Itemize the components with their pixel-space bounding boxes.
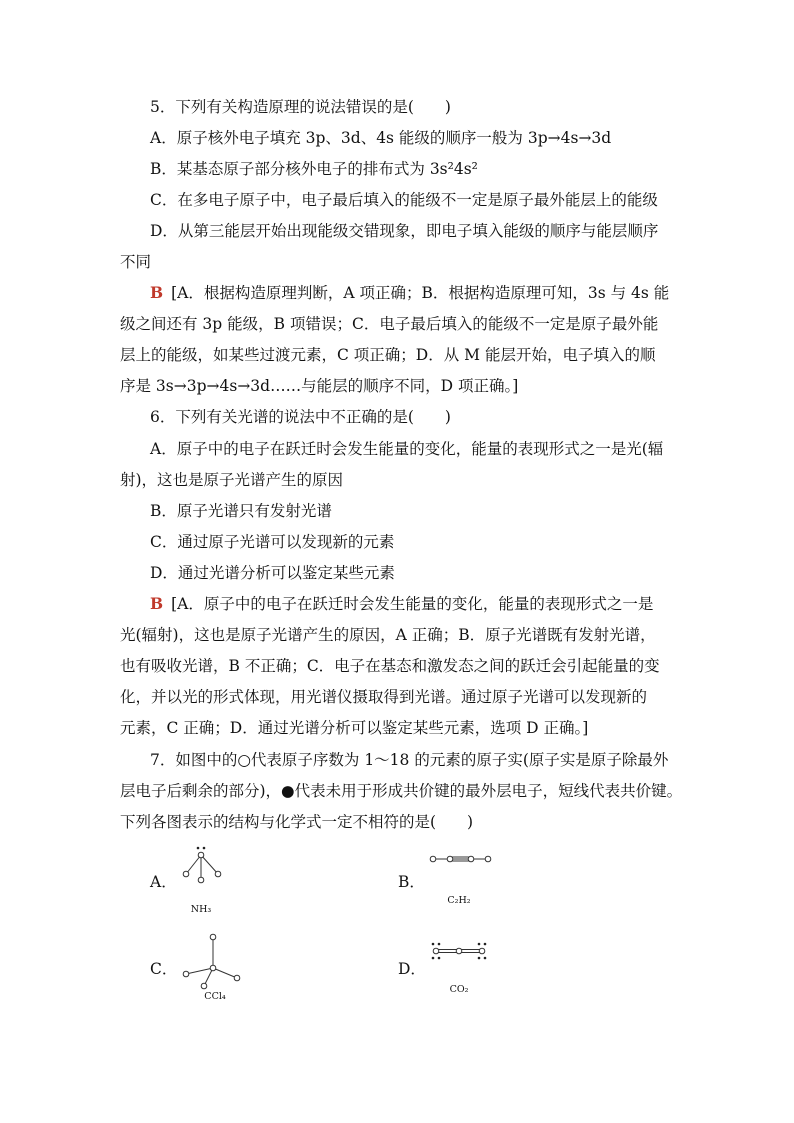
q7-stem-line1: 7．如图中的○代表原子序数为 1～18 的元素的原子实(原子实是原子除最外 [150,751,669,769]
q6-explanation-line4: 化，并以光的形式体现，用光谱仪摄取得到光谱。通过原子光谱可以发现新的 [120,688,648,706]
q7-option-c-label: C． [150,960,178,978]
q5-explanation-text: [A．根据构造原理判断，A 项正确；B．根据构造原理可知，3s 与 4s 能 [171,284,670,302]
q6-option-a-line2: 射)，这也是原子光谱产生的原因 [120,471,344,489]
q6-answer: B [150,594,164,613]
q5-option-c: C．在多电子原子中，电子最后填入的能级不一定是原子最外能层上的能级 [150,191,658,209]
q7-option-d-formula: CO₂ [449,984,469,995]
q7-option-c-formula: CCl₄ [204,991,226,1002]
q7-option-b-label: B． [398,873,425,891]
q5-explanation-line3: 层上的能级，如某些过渡元素，C 项正确；D．从 M 能层开始，电子填入的顺 [120,346,656,364]
q6-explanation-line1 [150,593,653,615]
q7-option-a-label: A． [150,873,177,891]
q6-stem: 6．下列有关光谱的说法中不正确的是( ) [150,408,451,426]
co2-structure-diagram [428,940,492,962]
q6-option-a-line1: A．原子中的电子在跃迁时会发生能量的变化，能量的表现形式之一是光(辐 [150,440,664,458]
c2h2-structure-diagram [428,853,496,865]
q7-option-b-formula: C₂H₂ [447,895,471,906]
q6-option-b: B．原子光谱只有发射光谱 [150,502,332,520]
q6-explanation-line2: 光(辐射)，这也是原子光谱产生的原因，A 正确；B．原子光谱既有发射光谱， [120,626,656,644]
q7-stem-line2: 层电子后剩余的部分)，●代表未用于形成共价键的最外层电子，短线代表共价键。 [120,782,683,800]
q6-explanation-text: [A．原子中的电子在跃迁时会发生能量的变化，能量的表现形式之一是 [171,595,654,613]
q7-option-a-formula: NH₃ [190,904,212,915]
q6-option-d: D．通过光谱分析可以鉴定某些元素 [150,564,395,582]
q5-stem: 5．下列有关构造原理的说法错误的是( ) [150,98,451,116]
ccl4-structure-diagram [180,932,244,990]
q5-option-d-line1: D．从第三能层开始出现能级交错现象，即电子填入能级的顺序与能层顺序 [150,222,659,240]
q5-option-d-line2: 不同 [120,253,152,271]
q7-option-d-label: D． [398,960,426,978]
q7-stem-line3: 下列各图表示的结构与化学式一定不相符的是( ) [120,813,474,831]
q5-explanation-line2: 级之间还有 3p 能级，B 项错误；C．电子最后填入的能级不一定是原子最外能 [120,315,659,333]
q6-explanation-line5: 元素，C 正确；D．通过光谱分析可以鉴定某些元素，选项 D 正确。] [120,719,589,737]
q6-explanation-line3: 也有吸收光谱，B 不正确；C．电子在基态和激发态之间的跃迁会引起能量的变 [120,657,660,675]
q6-option-c: C．通过原子光谱可以发现新的元素 [150,533,395,551]
q5-option-b: B．某基态原子部分核外电子的排布式为 3s²4s² [150,160,478,178]
q5-explanation-line1 [150,282,669,304]
q5-answer: B [150,283,164,302]
q5-explanation-line4: 序是 3s→3p→4s→3d……与能层的顺序不同，D 项正确。] [120,377,519,395]
nh3-structure-diagram [180,845,224,885]
q5-option-a: A．原子核外电子填充 3p、3d、4s 能级的顺序一般为 3p→4s→3d [150,129,612,147]
